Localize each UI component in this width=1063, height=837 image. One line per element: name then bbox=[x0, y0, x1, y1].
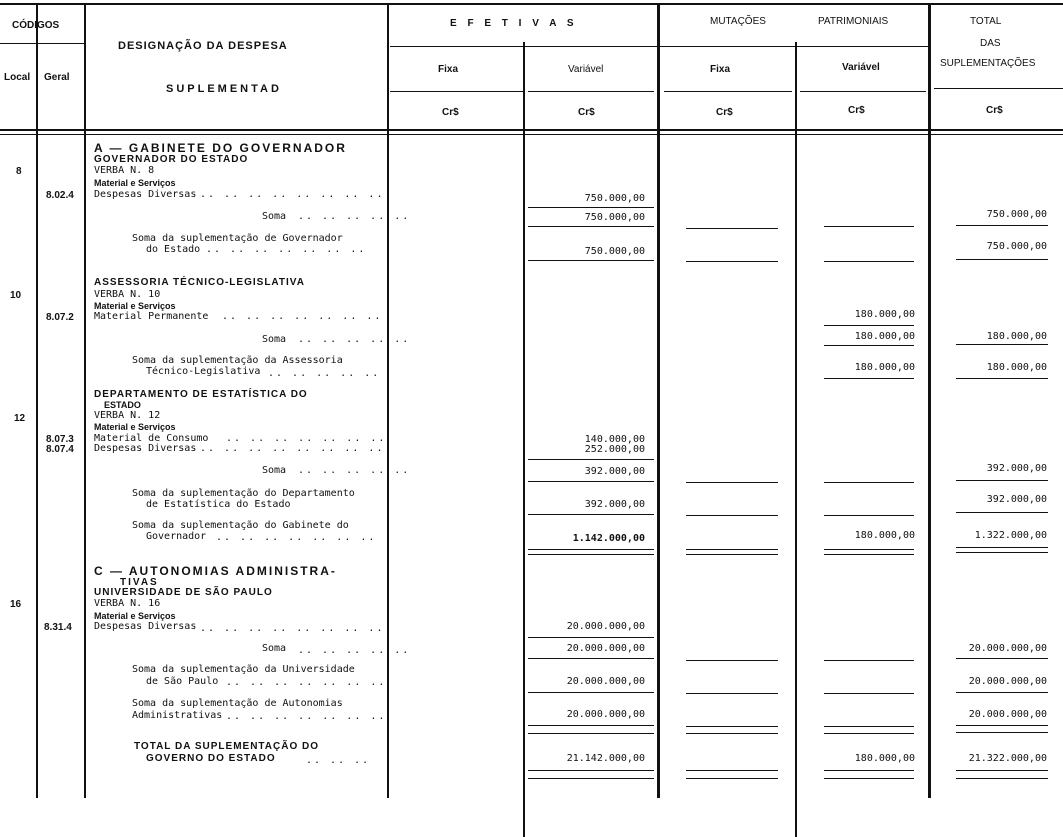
rule-codigos bbox=[0, 43, 86, 44]
total-rule-b bbox=[686, 770, 778, 771]
s4-aut-2: Administrativas bbox=[132, 710, 223, 721]
total-rule-g bbox=[824, 778, 914, 779]
s4-rule-e bbox=[956, 658, 1048, 659]
s2-soma-total: 180.000,00 bbox=[986, 331, 1047, 342]
s1-item-dots: .. .. .. .. .. .. .. .. bbox=[200, 189, 385, 200]
s4-item-code: 8.31.4 bbox=[44, 622, 72, 633]
s1-material: Material e Serviços bbox=[94, 178, 176, 188]
rule-col-fixa bbox=[523, 42, 525, 837]
s4-rule-p bbox=[824, 733, 914, 734]
s3-item2-dots: .. .. .. .. .. .. .. .. bbox=[200, 443, 385, 454]
total-mut: 180.000,00 bbox=[854, 753, 915, 764]
s4-rule-q bbox=[956, 732, 1048, 733]
s3-sup-1: Soma da suplementação do Departamento bbox=[132, 488, 355, 499]
s1-soma-total: 750.000,00 bbox=[986, 209, 1047, 220]
total-rule-f bbox=[686, 778, 778, 779]
s1-item-value: 750.000,00 bbox=[584, 193, 645, 204]
header-total-1: TOTAL bbox=[970, 16, 1002, 27]
header-designacao: DESIGNAÇÃO DA DESPESA bbox=[118, 40, 288, 52]
total-dots: .. .. .. bbox=[306, 755, 371, 766]
s4-item-label: Despesas Diversas bbox=[94, 621, 197, 632]
s1-rule-c bbox=[686, 228, 778, 229]
s4-rule-c bbox=[686, 660, 778, 661]
s3-gab-2: Governador bbox=[146, 531, 207, 542]
s3-gab-total: 1.322.000,00 bbox=[974, 530, 1047, 541]
s3-gab-dots: .. .. .. .. .. .. .. bbox=[216, 532, 377, 543]
s4-title2: TIVAS bbox=[120, 577, 159, 588]
s3-item1-dots: .. .. .. .. .. .. .. bbox=[226, 433, 387, 444]
s2-item-code: 8.07.2 bbox=[46, 312, 74, 323]
s3-sup-2: de Estatística do Estado bbox=[146, 499, 291, 510]
s1-sup-value: 750.000,00 bbox=[584, 246, 645, 257]
s3-rule-k bbox=[686, 549, 778, 550]
s3-verba: VERBA N. 12 bbox=[94, 410, 161, 421]
s4-soma-total: 20.000.000,00 bbox=[968, 643, 1047, 654]
s4-sup-2: de São Paulo bbox=[146, 676, 219, 687]
rule-subhead-1 bbox=[390, 91, 523, 92]
s3-item2-code: 8.07.4 bbox=[46, 444, 74, 455]
rule-col-geral bbox=[84, 3, 86, 798]
total-total: 21.322.000,00 bbox=[968, 753, 1047, 764]
rule-col-var bbox=[657, 3, 660, 798]
s4-rule-h bbox=[824, 693, 914, 694]
s1-soma-value: 750.000,00 bbox=[584, 212, 645, 223]
s3-sup-value: 392.000,00 bbox=[584, 499, 645, 510]
total-var: 21.142.000,00 bbox=[566, 753, 645, 764]
header-suplementad: SUPLEMENTAD bbox=[166, 83, 282, 95]
header-mutacoes: MUTAÇÕES bbox=[710, 16, 766, 27]
s3-item1-label: Material de Consumo bbox=[94, 433, 209, 444]
total-rule-a bbox=[528, 770, 654, 771]
s3-rule-c bbox=[686, 482, 778, 483]
s4-rule-l bbox=[824, 726, 914, 727]
s3-material: Material e Serviços bbox=[94, 422, 176, 432]
s3-gab-var: 1.142.000,00 bbox=[572, 533, 645, 544]
s2-title: ASSESSORIA TÉCNICO-LEGISLATIVA bbox=[94, 277, 305, 288]
s1-rule-f bbox=[528, 260, 654, 261]
header-local: Local bbox=[4, 72, 31, 83]
rule-top bbox=[0, 3, 1063, 5]
s1-rule-b bbox=[528, 226, 654, 227]
rule-efetivas bbox=[390, 46, 928, 47]
s2-soma-value: 180.000,00 bbox=[854, 331, 915, 342]
s3-local: 12 bbox=[14, 413, 26, 424]
s4-soma-dots: .. .. .. .. .. bbox=[298, 645, 411, 656]
s4-aut-total: 20.000.000,00 bbox=[968, 709, 1047, 720]
s3-soma-dots: .. .. .. .. .. bbox=[298, 465, 411, 476]
s1-rule-a bbox=[528, 207, 654, 208]
s3-item2-label: Despesas Diversas bbox=[94, 443, 197, 454]
s4-aut-dots: .. .. .. .. .. .. .. bbox=[226, 711, 387, 722]
s4-rule-k bbox=[686, 726, 778, 727]
s4-aut-1: Soma da suplementação de Autonomias bbox=[132, 698, 343, 709]
s4-rule-j bbox=[528, 725, 654, 726]
s3-title: DEPARTAMENTO DE ESTATÍSTICA DO bbox=[94, 389, 308, 400]
header-fixa-1: Fixa bbox=[438, 64, 459, 75]
s4-item-dots: .. .. .. .. .. .. .. .. bbox=[200, 623, 385, 634]
rule-head-bottom-a bbox=[0, 129, 1063, 131]
s2-rule-e bbox=[956, 378, 1048, 379]
s4-rule-g bbox=[686, 693, 778, 694]
s1-title: A — GABINETE DO GOVERNADOR bbox=[94, 141, 347, 155]
s3-rule-e bbox=[956, 480, 1048, 481]
s2-verba: VERBA N. 10 bbox=[94, 289, 161, 300]
s1-rule-g bbox=[686, 261, 778, 262]
s2-sup-value: 180.000,00 bbox=[854, 362, 915, 373]
s1-verba: VERBA N. 8 bbox=[94, 165, 155, 176]
header-codigos: CÓDIGOS bbox=[12, 20, 60, 31]
total-rule-h bbox=[956, 778, 1048, 779]
rule-col-local bbox=[36, 3, 38, 798]
s1-rule-h bbox=[824, 261, 914, 262]
s4-material: Material e Serviços bbox=[94, 611, 176, 621]
header-patrimoniais: PATRIMONIAIS bbox=[818, 16, 889, 27]
rule-subhead-3 bbox=[664, 91, 792, 92]
s1-item-code: 8.02.4 bbox=[46, 190, 74, 201]
s3-item1-code: 8.07.3 bbox=[46, 434, 74, 445]
total-rule-d bbox=[956, 770, 1048, 771]
s3-item2-value: 252.000,00 bbox=[584, 444, 645, 455]
s2-item-label: Material Permanente bbox=[94, 311, 209, 322]
s2-item-value: 180.000,00 bbox=[854, 309, 915, 320]
s1-title2: GOVERNADOR DO ESTADO bbox=[94, 154, 249, 165]
s2-sup-dots: .. .. .. .. .. bbox=[268, 368, 381, 379]
s4-rule-o bbox=[686, 733, 778, 734]
header-fixa-2: Fixa bbox=[710, 64, 731, 75]
header-currency-4: Cr$ bbox=[848, 105, 865, 116]
s2-sup-total: 180.000,00 bbox=[986, 362, 1047, 373]
s4-sup-dots: .. .. .. .. .. .. .. bbox=[226, 677, 387, 688]
rule-col-mfixa bbox=[795, 42, 797, 837]
s3-rule-p bbox=[824, 554, 914, 555]
header-geral: Geral bbox=[44, 72, 70, 83]
s4-title3: UNIVERSIDADE DE SÃO PAULO bbox=[94, 587, 273, 598]
s4-sup-1: Soma da suplementação da Universidade bbox=[132, 664, 355, 675]
s3-soma-total: 392.000,00 bbox=[986, 463, 1047, 474]
s1-soma-label: Soma bbox=[262, 211, 287, 222]
header-currency-5: Cr$ bbox=[986, 105, 1003, 116]
s2-rule-b bbox=[824, 345, 914, 346]
s2-sup-2: Técnico-Legislativa bbox=[146, 366, 261, 377]
total-rule-e bbox=[528, 778, 654, 779]
s2-rule-a bbox=[824, 325, 914, 326]
s3-rule-g bbox=[686, 515, 778, 516]
s4-verba: VERBA N. 16 bbox=[94, 598, 161, 609]
s4-rule-d bbox=[824, 660, 914, 661]
s4-soma-label: Soma bbox=[262, 643, 287, 654]
total-line-2: GOVERNO DO ESTADO bbox=[146, 753, 276, 764]
s1-sup-dots: .. .. .. .. .. .. .. bbox=[206, 244, 367, 255]
s2-rule-c bbox=[956, 344, 1048, 345]
s4-title: C — AUTONOMIAS ADMINISTRA- bbox=[94, 564, 337, 578]
s1-rule-e bbox=[956, 225, 1048, 226]
s4-rule-a bbox=[528, 637, 654, 638]
s3-soma-label: Soma bbox=[262, 465, 287, 476]
s3-rule-b bbox=[528, 481, 654, 482]
s1-sup-total: 750.000,00 bbox=[986, 241, 1047, 252]
s3-rule-h bbox=[824, 515, 914, 516]
s4-sup-total: 20.000.000,00 bbox=[968, 676, 1047, 687]
s3-rule-o bbox=[686, 554, 778, 555]
s3-rule-i bbox=[956, 512, 1048, 513]
s3-rule-d bbox=[824, 482, 914, 483]
s4-local: 16 bbox=[10, 599, 22, 610]
rule-subhead-4 bbox=[800, 91, 926, 92]
s4-sup-value: 20.000.000,00 bbox=[566, 676, 645, 687]
s1-sup-2: do Estado bbox=[146, 244, 201, 255]
header-variavel-2: Variável bbox=[842, 62, 880, 73]
rule-subhead-5 bbox=[934, 88, 1063, 89]
rule-col-desig bbox=[387, 3, 389, 798]
s1-rule-d bbox=[824, 226, 914, 227]
s2-sup-1: Soma da suplementação da Assessoria bbox=[132, 355, 343, 366]
s4-rule-m bbox=[956, 725, 1048, 726]
s2-rule-d bbox=[824, 378, 914, 379]
s3-rule-m bbox=[956, 547, 1048, 548]
s1-local: 8 bbox=[16, 166, 22, 177]
s3-rule-q bbox=[956, 552, 1048, 553]
s3-item1-value: 140.000,00 bbox=[584, 434, 645, 445]
s1-item-label: Despesas Diversas bbox=[94, 189, 197, 200]
header-total-2: DAS bbox=[980, 38, 1001, 49]
s4-rule-b bbox=[528, 658, 654, 659]
total-rule-c bbox=[824, 770, 914, 771]
s3-gab-1: Soma da suplementação do Gabinete do bbox=[132, 520, 349, 531]
s3-soma-value: 392.000,00 bbox=[584, 466, 645, 477]
s3-rule-f bbox=[528, 514, 654, 515]
rule-col-mvar bbox=[928, 3, 931, 798]
s3-rule-j bbox=[528, 549, 654, 550]
s4-item-value: 20.000.000,00 bbox=[566, 621, 645, 632]
s4-rule-n bbox=[528, 733, 654, 734]
s2-material: Material e Serviços bbox=[94, 301, 176, 311]
s2-item-dots: .. .. .. .. .. .. .. bbox=[222, 311, 383, 322]
s2-soma-label: Soma bbox=[262, 334, 287, 345]
header-currency-1: Cr$ bbox=[442, 107, 459, 118]
s3-rule-n bbox=[528, 554, 654, 555]
header-total-3: SUPLEMENTAÇÕES bbox=[940, 58, 1036, 69]
s2-local: 10 bbox=[10, 290, 22, 301]
header-efetivas: E F E T I V A S bbox=[450, 18, 578, 29]
s3-title2: ESTADO bbox=[104, 400, 141, 410]
rule-head-bottom-b bbox=[0, 134, 1063, 135]
s4-rule-i bbox=[956, 692, 1048, 693]
s4-soma-value: 20.000.000,00 bbox=[566, 643, 645, 654]
rule-subhead-2 bbox=[528, 91, 654, 92]
s4-aut-value: 20.000.000,00 bbox=[566, 709, 645, 720]
s1-soma-dots: .. .. .. .. .. bbox=[298, 211, 411, 222]
s1-sup-1: Soma da suplementação de Governador bbox=[132, 233, 343, 244]
s3-gab-mut: 180.000,00 bbox=[854, 530, 915, 541]
header-currency-2: Cr$ bbox=[578, 107, 595, 118]
s3-rule-a bbox=[528, 459, 654, 460]
s4-rule-f bbox=[528, 692, 654, 693]
s2-soma-dots: .. .. .. .. .. bbox=[298, 334, 411, 345]
s3-rule-l bbox=[824, 549, 914, 550]
header-currency-3: Cr$ bbox=[716, 107, 733, 118]
s3-sup-total: 392.000,00 bbox=[986, 494, 1047, 505]
s1-rule-i bbox=[956, 259, 1048, 260]
total-line-1: TOTAL DA SUPLEMENTAÇÃO DO bbox=[134, 741, 319, 752]
header-variavel-1: Variável bbox=[568, 64, 604, 75]
